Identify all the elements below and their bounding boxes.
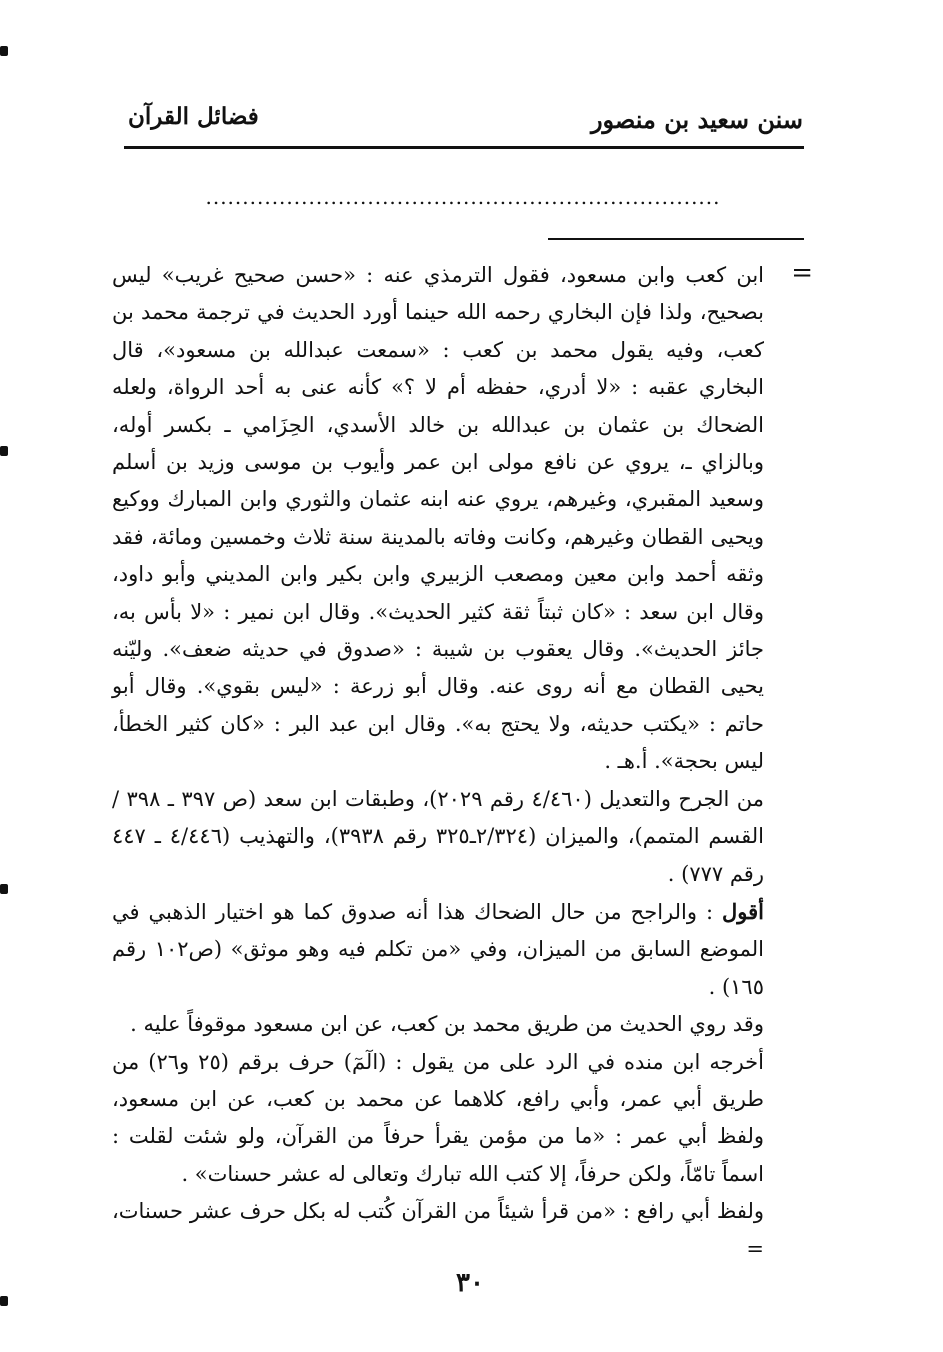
- scan-margin-mark: [0, 884, 8, 894]
- header-divider: [124, 146, 804, 149]
- footnote-paragraph: ولفظ أبي رافع : «من قرأ شيئاً من القرآن كُتب له بكل حرف عشر حسنات، =: [112, 1199, 764, 1261]
- paragraph-lead-word: أقول: [722, 898, 764, 924]
- omission-dots: ......................................................................: [205, 185, 721, 209]
- running-header-section-title: فضائل القرآن: [128, 103, 259, 130]
- footnote-text: [112, 257, 764, 1268]
- footnote-paragraph: من الجرح والتعديل (٤/٤٦٠ رقم ٢٠٢٩)، وطبقات ابن سعد (ص ٣٩٧ ـ ٣٩٨ / القسم المتمم)، والميزان (٢/٣٢٤ـ٣٢٥ رقم ٣٩٣٨)، والتهذيب (٤/٤٤٦ ـ ٤٤٧ رقم ٧٧٧) .: [112, 786, 764, 886]
- running-header-book-title: سنن سعيد بن منصور: [590, 105, 803, 134]
- footnote-paragraph: ابن كعب وابن مسعود، فقول الترمذي عنه : «حسن صحيح غريب» ليس بصحيح، ولذا فإن البخاري رحمه الله حينما أورد الحديث في ترجمة محمد بن كعب، وفيه يقول محمد بن كعب : «سمعت عبدالله بن مسعود»، قال البخاري عقبه : «لا أدري، حفظه أم لا ؟» كأنه عنى به أحد الرواة، ولعله الضحاك بن عثمان بن عبدالله بن خالد الأسدي، الحِزَامي ـ بكسر أوله، وبالزاي ـ، يروي عن نافع مولى ابن عمر وأيوب بن موسى وزيد بن أسلم وسعيد المقبري، وغيرهم، يروي عنه ابنه عثمان والثوري وابن المبارك ووكيع ويحيى القطان وغيرهم، وكانت وفاته بالمدينة سنة ثلاث وخمسين ومائة، فقد وثقه أحمد وابن معين ومصعب الزبيري وابن بكير وابن المديني وأبو داود، وقال ابن سعد : «كان ثبتاً ثقة كثير الحديث». وقال ابن نمير : «لا بأس به، جائز الحديث». وقال يعقوب بن شيبة : «صدوق في حديثه ضعف». وليّنه يحيى القطان مع أنه روى عنه. وقال أبو زرعة : «ليس بقوي». وقال أبو حاتم : «يكتب حديثه، ولا يحتج به». وقال ابن عبد البر : «كان كثير الخطأ، ليس بحجة». أ.هـ .: [112, 263, 764, 774]
- scan-margin-mark: [0, 1296, 8, 1306]
- scan-margin-mark: [0, 46, 8, 56]
- scan-margin-mark: [0, 446, 8, 456]
- footnote-divider: [548, 238, 804, 240]
- page-number: ٣٠: [456, 1268, 484, 1298]
- paragraph-body: : والراجح من حال الضحاك هذا أنه صدوق كما هو اختيار الذهبي في الموضع السابق من الميزان، وفي «من تكلم فيه وهو موثق» (ص١٠٢ رقم ١٦٥) .: [112, 899, 764, 999]
- footnote-paragraph: [112, 893, 764, 1006]
- footnote-paragraph: أخرجه ابن منده في الرد على من يقول : (الٓمٓ) حرف برقم (٢٥ و٢٦) من طريق أبي عمر، وأبي رافع، كلاهما عن محمد بن كعب، عن ابن مسعود، ولفظ أبي عمر : «ما من مؤمن يقرأ حرفاً من القرآن، ولو شئت لقلت : اسماً تامّاً، ولكن حرفاً، إلا كتب الله تبارك وتعالى له عشر حسنات» .: [112, 1049, 764, 1186]
- footnote-paragraph: وقد روي الحديث من طريق محمد بن كعب، عن ابن مسعود موقوفاً عليه .: [130, 1012, 764, 1037]
- footnote-continuation-mark: =: [791, 258, 813, 288]
